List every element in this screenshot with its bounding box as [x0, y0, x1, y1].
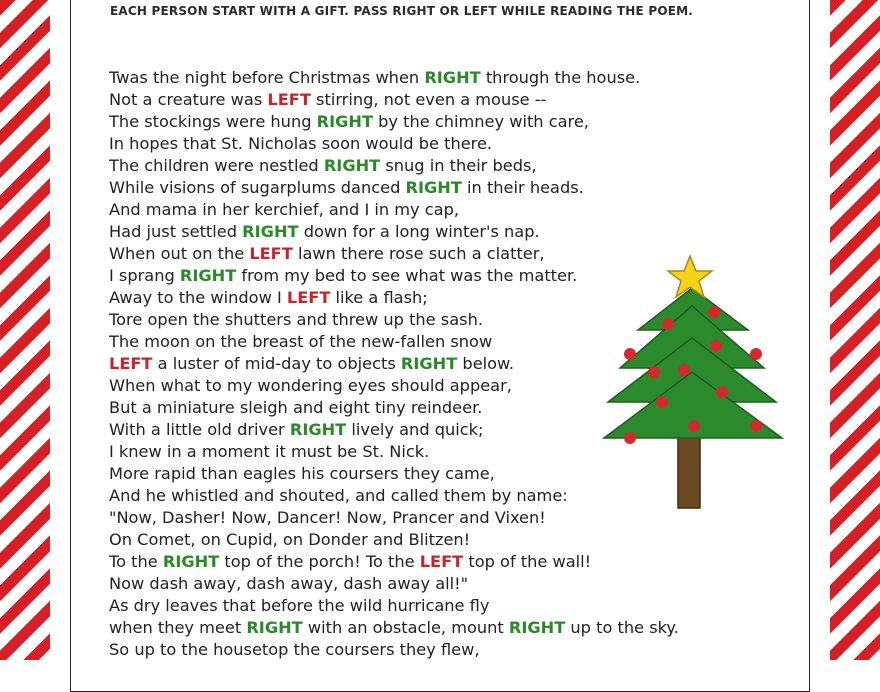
poem-line — [109, 551, 769, 573]
poem-line — [109, 639, 769, 661]
poem-text-segment: like a flash; — [330, 288, 428, 307]
poem-text-segment: top of the wall! — [463, 552, 592, 571]
poem-text-segment: Tore open the shutters and threw up the sash. — [109, 310, 483, 329]
poem-line — [109, 595, 769, 617]
poem-text-segment: More rapid than eagles his coursers they came, — [109, 464, 495, 483]
poem-text-segment: But a miniature sleigh and eight tiny reindeer. — [109, 398, 483, 417]
poem-text-segment: The moon on the breast of the new-fallen snow — [109, 332, 493, 351]
right-keyword: RIGHT — [289, 420, 347, 439]
poem-text-segment: I sprang — [109, 266, 180, 285]
poem-line — [109, 111, 769, 133]
poem-text-segment: With a little old driver — [109, 420, 290, 439]
poem-text-segment: through the house. — [480, 68, 641, 87]
poem-text-segment: from my bed to see what was the matter. — [236, 266, 578, 285]
left-keyword: LEFT — [267, 90, 311, 109]
poem-text-segment: And mama in her kerchief, and I in my cap, — [109, 200, 460, 219]
poem-text-segment: I knew in a moment it must be St. Nick. — [109, 442, 430, 461]
poem-text-segment: While visions of sugarplums danced — [109, 178, 406, 197]
left-keyword: LEFT — [109, 354, 153, 373]
right-keyword: RIGHT — [179, 266, 237, 285]
poem-text-segment: Not a creature was — [109, 90, 268, 109]
right-keyword: RIGHT — [405, 178, 462, 197]
poem-line — [109, 199, 769, 221]
poem-text-segment: top of the porch! To the — [219, 552, 420, 571]
left-keyword: LEFT — [286, 288, 331, 307]
poem-text-segment: So up to the housetop the coursers they flew, — [109, 640, 480, 659]
left-keyword: LEFT — [249, 244, 293, 263]
poem-text-segment: lawn there rose such a clatter, — [292, 244, 545, 263]
poem-text-segment: The children were nestled — [109, 156, 324, 175]
poem-text-segment: Now dash away, dash away, dash away all!" — [109, 574, 469, 593]
poem-text-segment: snug in their beds, — [380, 156, 537, 175]
poem-text-segment: And he whistled and shouted, and called them by name: — [109, 486, 568, 505]
right-keyword: RIGHT — [323, 156, 381, 175]
right-keyword: RIGHT — [162, 552, 220, 571]
poem-text-segment: below. — [457, 354, 514, 373]
poem-line — [109, 89, 769, 111]
poem-text-segment: When what to my wondering eyes should appear, — [109, 376, 512, 395]
poem-text-segment: by the chimney with care, — [373, 112, 589, 131]
poem-text-segment: As dry leaves that before the wild hurricane fly — [109, 596, 490, 615]
poem-line — [109, 221, 769, 243]
poem-text-segment: up to the sky. — [565, 618, 679, 637]
poem-text-segment: To the — [109, 552, 163, 571]
poem-line — [109, 133, 769, 155]
poem-text-segment: On Comet, on Cupid, on Donder and Blitzen! — [109, 530, 471, 549]
right-keyword: RIGHT — [316, 112, 373, 131]
poem-text-segment: Had just settled — [109, 222, 243, 241]
poem-text-segment: in their heads. — [461, 178, 584, 197]
poem-text-segment: In hopes that St. Nicholas soon would be there. — [109, 134, 493, 153]
game-instructions: EACH PERSON START WITH A GIFT. PASS RIGHT OR LEFT WHILE READING THE POEM. — [110, 4, 694, 18]
poem-text-segment: Twas the night before Christmas when — [109, 68, 425, 87]
right-keyword: RIGHT — [242, 222, 299, 241]
poem-text-segment: Away to the window I — [109, 288, 287, 307]
poem-line — [109, 529, 769, 551]
candy-stripe-border-left — [0, 0, 50, 660]
right-keyword: RIGHT — [246, 618, 303, 637]
right-keyword: RIGHT — [400, 354, 458, 373]
poem-text-segment: stirring, not even a mouse -- — [310, 90, 547, 109]
poem-text-segment: The stockings were hung — [109, 112, 317, 131]
poem-line — [109, 67, 769, 89]
poem-text-segment: down for a long winter's nap. — [298, 222, 540, 241]
poem-text-segment: When out on the — [109, 244, 250, 263]
poem-line — [109, 177, 769, 199]
poem-line — [109, 573, 769, 595]
poem-text-segment: when they meet — [109, 618, 247, 637]
left-keyword: LEFT — [419, 552, 464, 571]
poem-line — [109, 617, 769, 639]
christmas-tree-icon — [598, 252, 786, 514]
poem-line — [109, 155, 769, 177]
candy-stripe-border-right — [830, 0, 880, 660]
poem-text-segment: with an obstacle, mount — [302, 618, 509, 637]
right-keyword: RIGHT — [424, 68, 481, 87]
poem-text-segment: "Now, Dasher! Now, Dancer! Now, Prancer and Vixen! — [109, 508, 546, 527]
right-keyword: RIGHT — [508, 618, 566, 637]
poem-text-segment: a luster of mid-day to objects — [152, 354, 401, 373]
poem-text-segment: lively and quick; — [346, 420, 484, 439]
